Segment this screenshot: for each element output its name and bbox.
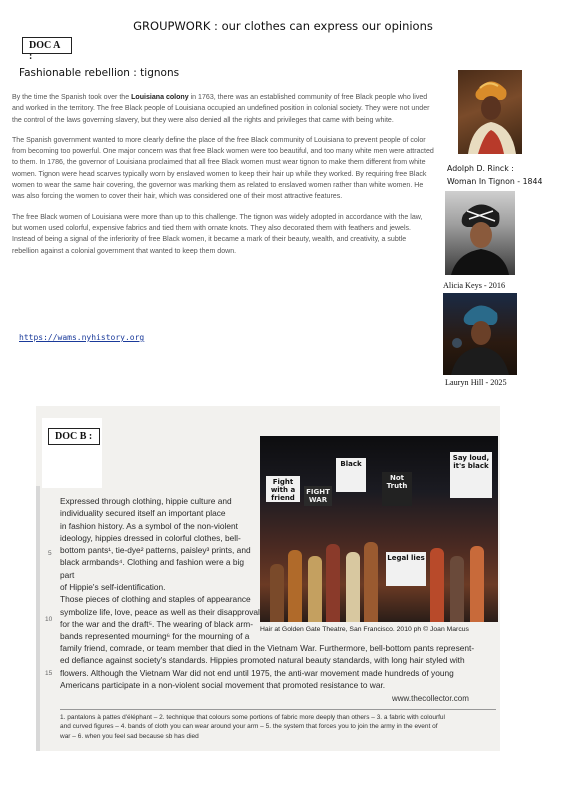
article-line: bottom pants¹, tie-dye² patterns, paisley³ prints, and	[60, 545, 251, 556]
article-line: family friend, comrade, or team member that died in the Vietnam War. Furthermore, bell-bottom pants represent-	[60, 643, 475, 653]
article-line: black armbands⁴. Clothing and fashion were a big part	[60, 557, 245, 580]
caption-rinck-artist: Adolph D. Rinck :	[447, 164, 514, 173]
footnote-line: 1. pantalons à pattes d'éléphant – 2. technique that colours some portions of fabric more deeply than others – 3. a fabric with colourful	[60, 714, 445, 721]
performer-figure	[430, 548, 444, 622]
source-link[interactable]: https://wams.nyhistory.org	[19, 333, 145, 342]
doc-b-border	[36, 486, 40, 751]
article-line: ideology, hippies dressed in colorful clothes, bell-	[60, 532, 241, 543]
hair-musical-photo	[260, 436, 498, 622]
doc-a-paragraph-3: The free Black women of Louisiana were more than up to this challenge. The tignon was widely adopted in accordance with the law, but women used colorful, expensive fabrics and tied them with ornate knots. They also decorated them with feathers and jewels. Instead of being a signal of the inferiority of free Black women, it became a mark of their beauty, wealth, and creativity, a subtle rebellion against a colonial government that wanted to keep them down.	[12, 213, 423, 255]
performer-figure	[364, 542, 378, 622]
footnote-divider	[60, 709, 496, 710]
line-number: 15	[45, 670, 53, 677]
performer-figure	[450, 556, 464, 622]
doc-a-text	[12, 92, 434, 266]
caption-alicia-keys: Alicia Keys - 2016	[443, 281, 506, 290]
article-line: for the war and the draft⁵. The wearing of black arm-	[60, 618, 253, 629]
protest-sign: Not Truth	[382, 472, 412, 506]
article-line: Those pieces of clothing and staples of appearance	[60, 594, 251, 605]
line-number: 10	[45, 616, 53, 623]
performer-figure	[270, 564, 284, 622]
doc-b-label: DOC B :	[48, 428, 100, 445]
doc-b-article-full-width	[60, 642, 496, 691]
article-line: flowers. Although the Vietnam War did not end until 1975, the anti-war movement made hundreds of young	[60, 667, 454, 678]
photo-caption: Hair at Golden Gate Theatre, San Francisco. 2010 ph © Joan Marcus	[260, 626, 469, 633]
article-line: in fashion history. As a symbol of the non-violent	[60, 520, 238, 531]
footnotes	[60, 713, 496, 741]
doc-a-paragraph-2: The Spanish government wanted to more clearly define the place of the free Black community of Louisiana to prevent people of color from becoming too powerful. One major concern was that free Black women were too beautiful, and too many white men were attracted to them. In 1786, the governor of Louisiana proclaimed that all free Black women must wear tignon to make them different from white women. Tignon were head scarves typically worn by enslaved women to keep their hair up while they worked. By requiring free Black women to wear the same hair covering, the governor was marking them as related to enslaved women rather than white women. He was also forcing the women to cover their hair, which was considered one of their most attractive features.	[12, 136, 434, 201]
woman-in-tignon-painting	[458, 70, 522, 154]
article-line: bands represented mourning⁶ for the mourning of a	[60, 631, 250, 642]
caption-rinck-title: Woman In Tignon - 1844	[447, 177, 543, 186]
doc-a-paragraph-1: By the time the Spanish took over the Louisiana colony in 1763, there was an established community of free Black people who lived and worked in the territory. The free Black people of Louisiana occupied an undefined position in colonial society. They were not under the control of the laws governing slavery, but they were also denied all the rights and privileges that came with being white.	[12, 94, 430, 124]
lauryn-hill-photo	[443, 293, 517, 375]
performer-figure	[288, 550, 302, 622]
footnote-line: war – 6. when you feel sad because sb has died	[60, 732, 199, 740]
doc-b-article-column	[60, 495, 260, 643]
alicia-keys-photo	[445, 191, 515, 275]
line-number: 5	[48, 550, 52, 557]
performer-figure	[346, 552, 360, 622]
article-line: Americans participate in a non-violent social movement that promoted resistance to war.	[60, 679, 386, 690]
protest-sign: Fight with a friend	[266, 476, 300, 502]
protest-sign: Black	[336, 458, 366, 492]
article-line: ed defiance against society's standards. Hippies promoted natural beauty standards, with long hair styled with	[60, 655, 465, 666]
source-website: www.thecollector.com	[392, 694, 469, 703]
article-line: individuality secured itself an important place	[60, 508, 226, 519]
performer-figure	[470, 546, 484, 622]
article-line: of Hippie's self-identification.	[60, 582, 166, 593]
performer-figure	[326, 544, 340, 622]
article-line: symbolize life, love, peace as well as their disapproval	[60, 606, 260, 617]
protest-sign: Say loud, it's black	[450, 452, 492, 498]
footnote-line: and curved figures – 4. bands of cloth you can wear around your arm – 5. the system that forces you to join the army in the event of	[60, 723, 438, 731]
performer-figure	[308, 556, 322, 622]
protest-sign: FIGHT WAR	[304, 486, 332, 506]
protest-sign: Legal lies	[386, 552, 426, 586]
doc-a-label: DOC A :	[22, 37, 72, 54]
article-line: Expressed through clothing, hippie culture and	[60, 496, 232, 506]
page-title: GROUPWORK : our clothes can express our opinions	[133, 19, 433, 33]
doc-a-title: Fashionable rebellion : tignons	[19, 67, 180, 79]
caption-lauryn-hill: Lauryn Hill - 2025	[445, 378, 507, 387]
